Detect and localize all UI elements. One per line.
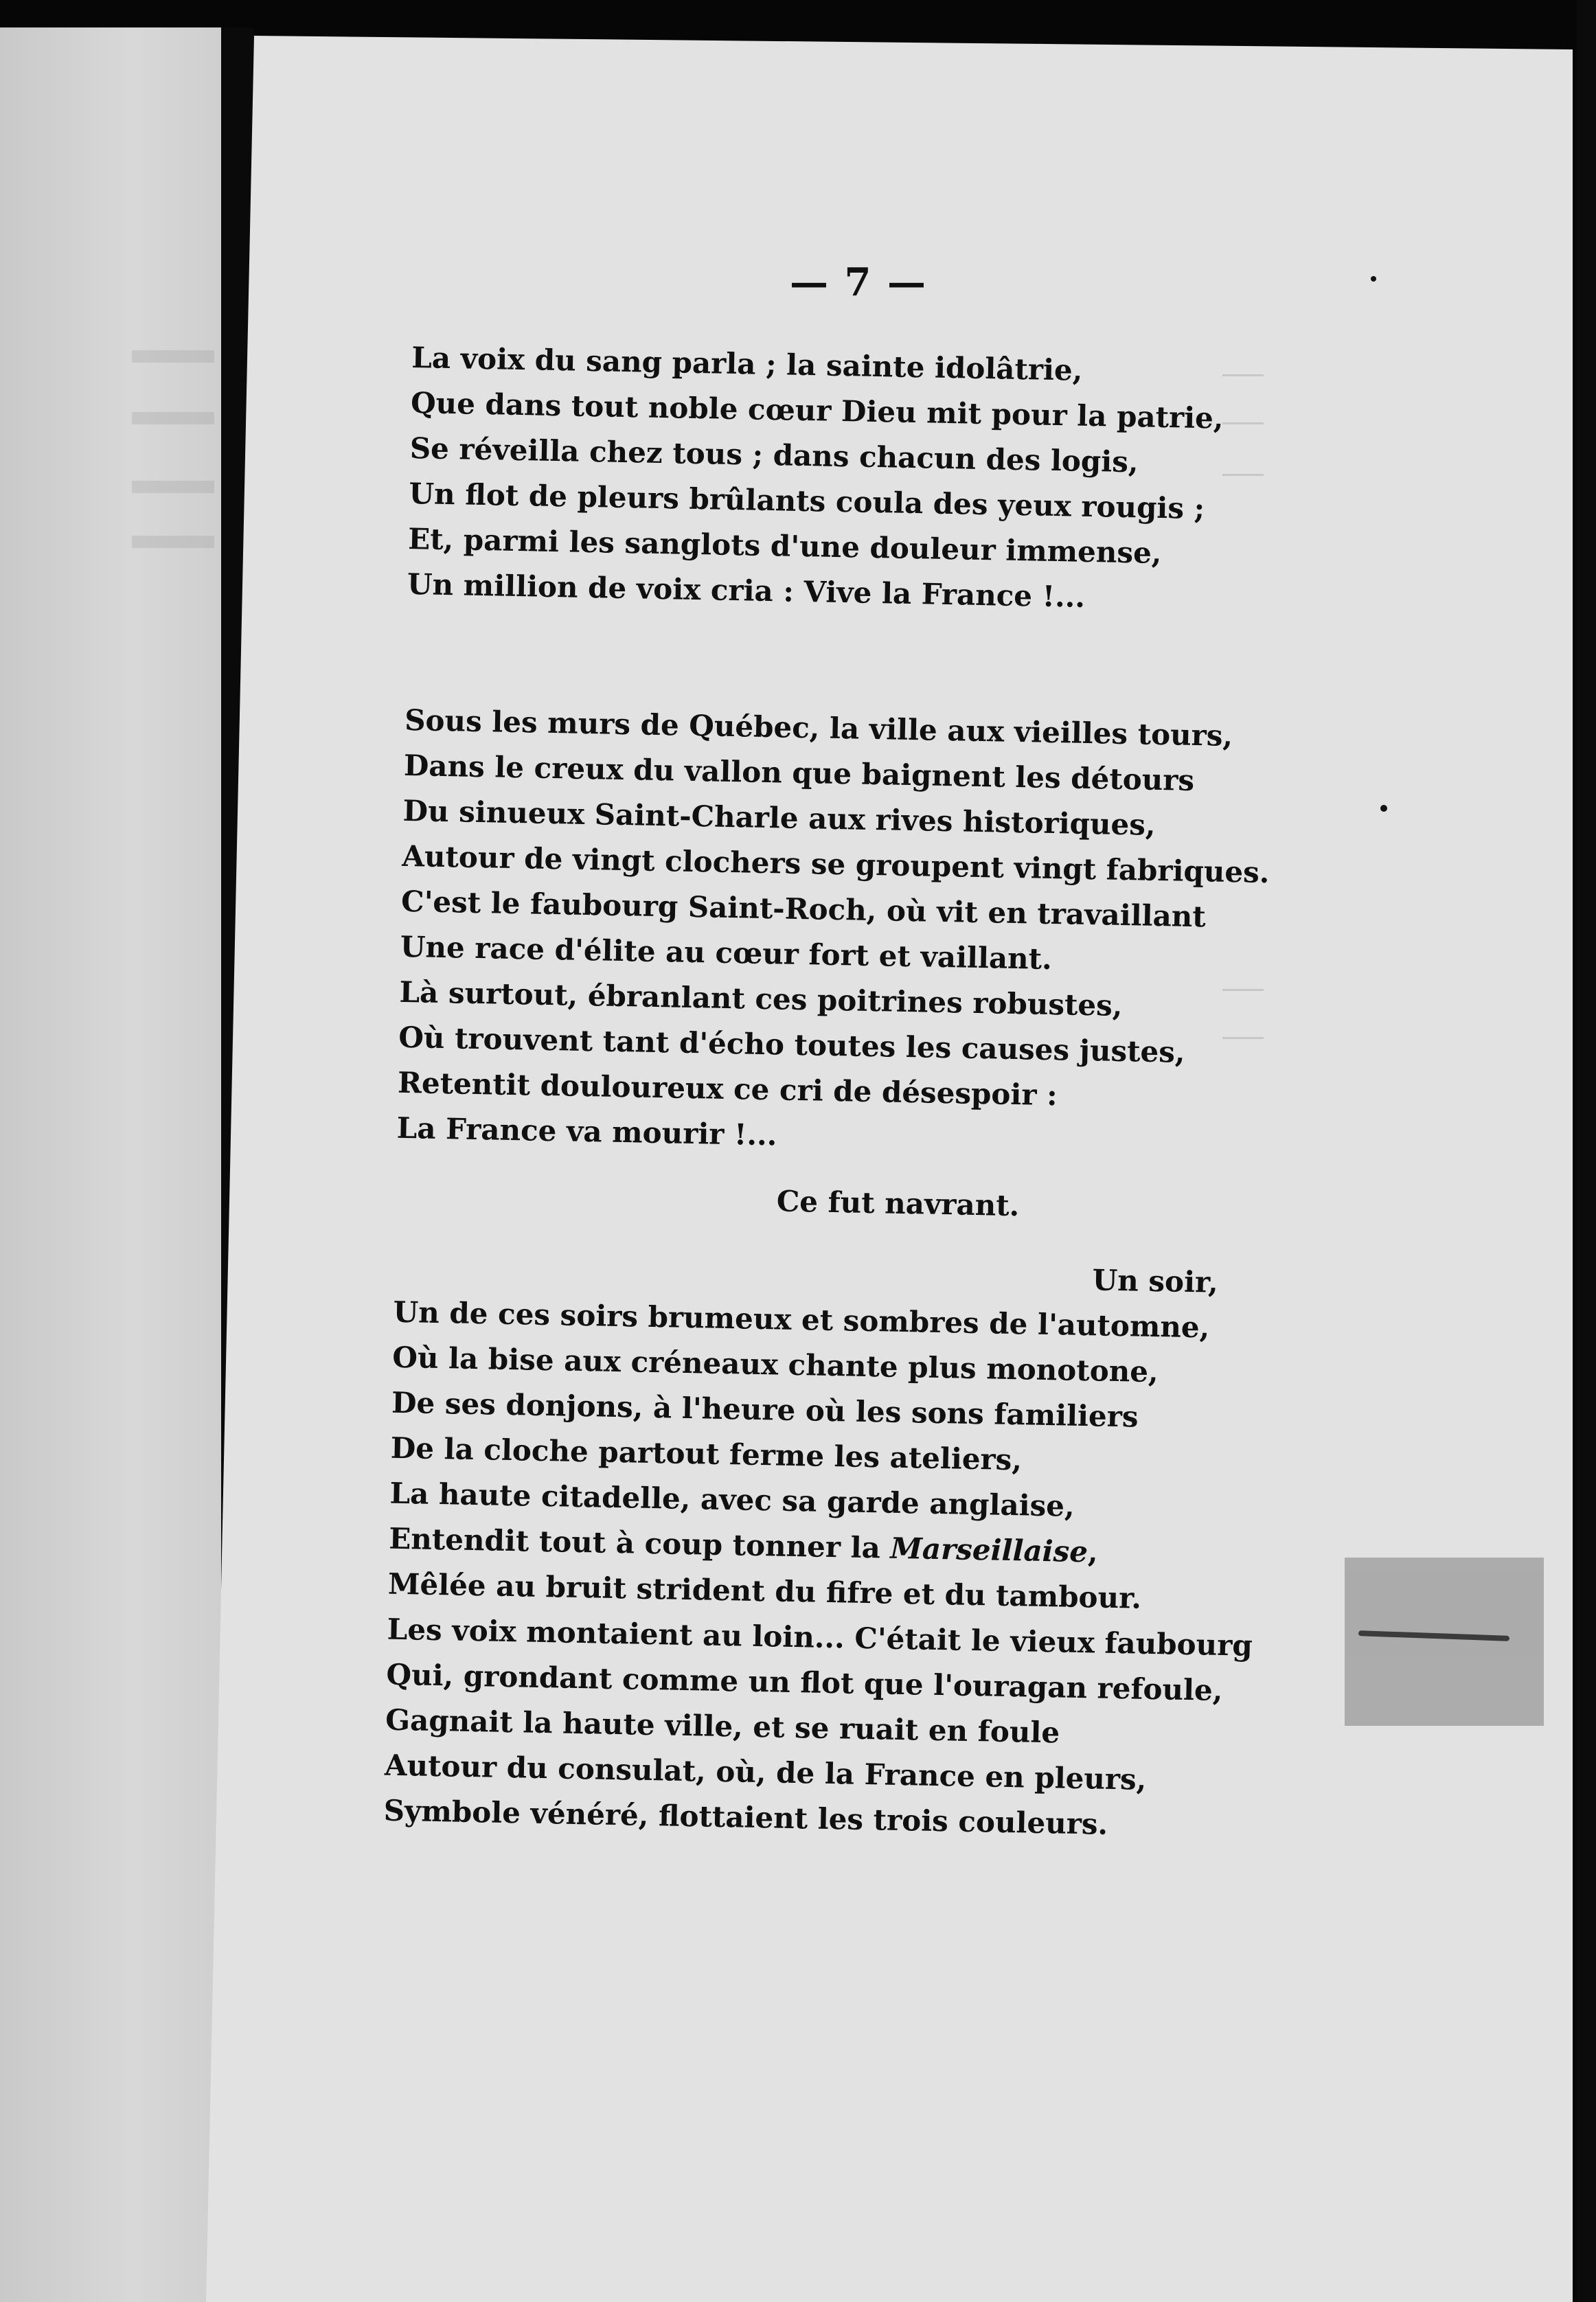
paper-tape-stain — [1345, 1558, 1544, 1726]
verse-line: Un million de voix cria : Vive la France !... — [407, 567, 1086, 614]
verse-line: Un flot de pleurs brûlants coula des yeux rougis ; — [409, 476, 1205, 526]
verse-line: Sous les murs de Québec, la ville aux vieilles tours, — [404, 703, 1233, 753]
verse-line: Où trouvent tant d'écho toutes les causes justes, — [398, 1020, 1186, 1069]
verse-line: Les voix montaient au loin... C'était le vieux faubourg — [387, 1612, 1253, 1663]
verse-line: Qui, grondant comme un flot que l'ouragan refoule, — [386, 1657, 1223, 1708]
verse-text: Entendit tout à coup tonner la — [388, 1521, 891, 1565]
show-through-mark — [132, 481, 214, 493]
italic-title: Marseillaise — [889, 1531, 1088, 1569]
verse-line: Et, parmi les sanglots d'une douleur immense, — [407, 521, 1162, 571]
verse-line: De la cloche partout ferme les ateliers, — [390, 1431, 1023, 1477]
stanza-gap — [405, 607, 1258, 714]
verse-line: Se réveilla chez tous ; dans chacun des logis, — [409, 431, 1139, 479]
page-number: — 7 — — [790, 260, 927, 305]
verse-line: La haute citadelle, avec sa garde anglaise, — [389, 1476, 1075, 1523]
verse-line: Un de ces soirs brumeux et sombres de l'automne, — [393, 1295, 1210, 1345]
verse-line: De ses donjons, à l'heure où les sons familiers — [391, 1385, 1139, 1434]
verse-line: Gagnait la haute ville, et se ruait en foule — [385, 1702, 1060, 1750]
verse-line: Retentit douloureux ce cri de désespoir : — [397, 1065, 1058, 1113]
verse-line: Autour du consulat, où, de la France en pleurs, — [384, 1748, 1147, 1797]
verse-line: C'est le faubourg Saint-Roch, où vit en travaillant — [400, 884, 1207, 934]
ink-smudge — [1358, 1630, 1509, 1641]
verse-line: Que dans tout noble cœur Dieu mit pour la patrie, — [410, 385, 1224, 435]
verse-line: Où la bise aux créneaux chante plus monotone, — [391, 1340, 1159, 1389]
verse-line: Une race d'élite au cœur fort et vaillant. — [400, 929, 1053, 977]
punctuation: , — [1087, 1535, 1099, 1569]
previous-page-strip — [0, 27, 221, 2302]
verse-line: La voix du sang parla ; la sainte idolâtrie, — [411, 340, 1083, 387]
ink-dot — [1380, 805, 1387, 812]
verse-line: La France va mourir !... — [396, 1110, 777, 1152]
verse-line: Là surtout, ébranlant ces poitrines robustes, — [399, 975, 1123, 1023]
verse-line: Autour de vingt clochers se groupent vingt fabriques. — [401, 839, 1270, 890]
verse-line: Mêlée au bruit strident du fifre et du tambour. — [387, 1566, 1142, 1615]
show-through-mark — [132, 350, 214, 363]
ink-dot — [1371, 276, 1376, 282]
verse-line: Dans le creux du vallon que baignent les détours — [403, 748, 1195, 797]
centered-half-line: Ce fut navrant. — [776, 1184, 1020, 1223]
poem-text — [383, 335, 1270, 1849]
right-aligned-half-line: Un soir, — [1092, 1263, 1219, 1299]
verse-line: Symbole vénéré, flottaient les trois couleurs. — [383, 1793, 1108, 1841]
show-through-mark — [132, 536, 214, 548]
scan-border-right — [1577, 0, 1596, 2302]
verse-line: Du sinueux Saint-Charle aux rives historiques, — [402, 793, 1156, 842]
show-through-mark — [132, 412, 214, 424]
